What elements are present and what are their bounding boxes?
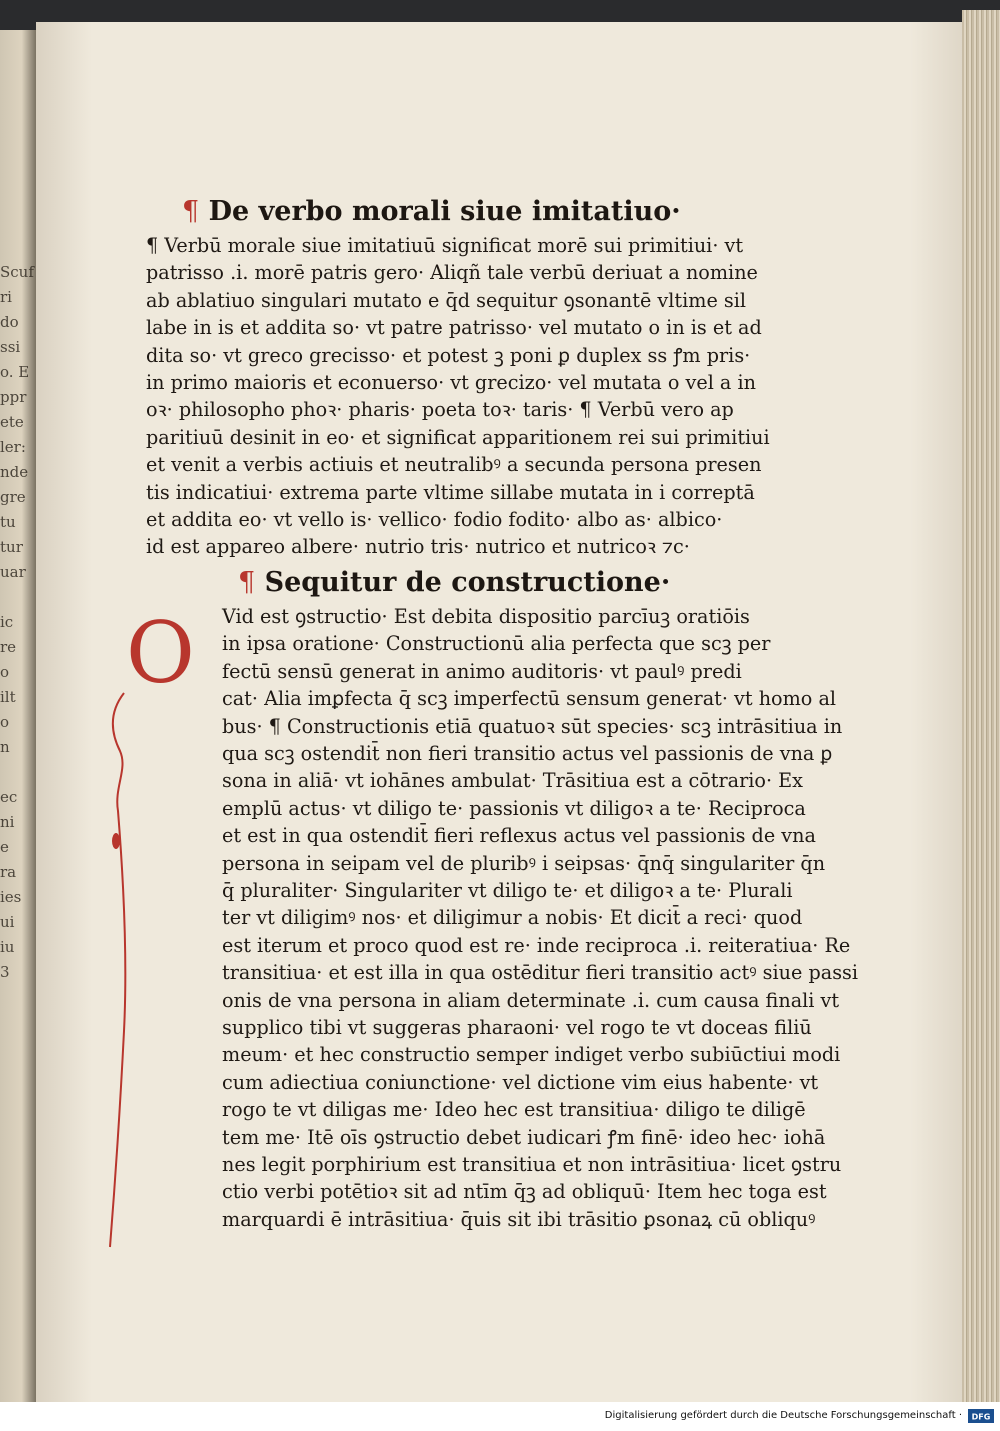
left-page-fragment: tur	[0, 538, 23, 556]
red-initial-letter: O	[126, 603, 195, 702]
left-page-fragment: ssi	[0, 338, 21, 356]
funding-credit: Digitalisierung gefördert durch die Deutsche Forschungsgemeinschaft ·	[604, 1410, 962, 1421]
heading-constructione	[146, 565, 756, 601]
text-line: et venit a verbis actiuis et neutralibꝰ a secunda persona presen	[146, 453, 762, 477]
page-fore-edge	[962, 10, 1000, 1402]
book-page	[36, 22, 966, 1402]
text-line: et addita eo· vt vello is· vellico· fodio fodito· albo as· albico·	[146, 508, 723, 532]
text-line: meum· et hec constructio semper indiget verbo subiūctiui modi	[222, 1043, 841, 1067]
text-line: paritiuū desinit in eo· et significat apparitionem rei sui primitiui	[146, 425, 770, 449]
left-page-fragment: e	[0, 838, 9, 856]
text-line: Vid est ꝯstructio· Est debita dispositio parcīuꝫ oratiōis	[222, 604, 750, 628]
text-line: sona in aliā· vt iohānes ambulat· Trāsitiua est a cōtrario· Ex	[222, 769, 803, 793]
text-line: in ipsa oratione· Constructionū alia perfecta que scꝫ per	[222, 632, 771, 656]
left-page-fragment: ra	[0, 863, 17, 881]
text-line: oꝛ· philosopho phoꝛ· pharis· poeta toꝛ· taris· ¶ Verbū vero ap	[146, 398, 734, 422]
text-line: marquardi ē intrāsitiua· q̄uis sit ibi trāsitio ꝑsonaꝝ cū obliquꝰ	[222, 1207, 816, 1231]
paragraph-mark: ¶	[182, 196, 200, 227]
text-line: labe in is et addita so· vt patre patrisso· vel mutato o in is et ad	[146, 316, 762, 340]
left-page-fragment: ler:	[0, 438, 26, 456]
text-line: dita so· vt greco grecisso· et potest ꝫ poni ꝑ duplex ss ꝭm pris·	[146, 343, 751, 367]
heading-verbo-morali	[146, 194, 756, 230]
left-page-fragment: o	[0, 663, 10, 681]
left-page-fragment	[0, 585, 30, 610]
text-line: emplū actus· vt diligo te· passionis vt diligoꝛ a te· Reciproca	[222, 796, 806, 820]
left-page-fragment: uar	[0, 563, 26, 581]
left-page-fragment: ete	[0, 413, 24, 431]
left-page-fragment: ppr	[0, 388, 27, 406]
text-line: q̄ pluraliter· Singulariter vt diligo te· et diligoꝛ a te· Plurali	[222, 878, 793, 902]
text-line: cat· Alia imꝑfecta q̄ scꝫ imperfectū sensum generat· vt homo al	[222, 687, 837, 711]
left-page-fragment: iu	[0, 938, 15, 956]
text-line: persona in seipam vel de pluribꝰ i seipsas· q̄nq̄ singulariter q̄n	[222, 851, 826, 875]
text-line: cum adiectiua coniunctione· vel dictione vim eius habente· vt	[222, 1070, 819, 1094]
section-verbo-morali	[146, 232, 770, 561]
text-line: in primo maioris et econuerso· vt grecizo· vel mutata o vel a in	[146, 371, 756, 395]
left-page-edge	[0, 30, 36, 1402]
left-page-fragment: tu	[0, 513, 16, 531]
left-page-fragment: gre	[0, 488, 26, 506]
text-line: ¶ Verbū morale siue imitatiuū significat morē sui primitiui· vt	[146, 234, 744, 257]
left-page-fragment: n	[0, 738, 10, 756]
text-line: ter vt diligimꝰ nos· et diligimur a nobis· Et dicit̄ a reci· quod	[222, 906, 803, 930]
printed-text-block	[126, 194, 859, 1233]
text-line: tis indicatiui· extrema parte vltime sillabe mutata in i correptā	[146, 480, 755, 504]
text-line: bus· ¶ Constructionis etiā quatuoꝛ sūt species· scꝫ intrāsitiua in	[222, 714, 843, 738]
section-constructione	[126, 603, 859, 1233]
left-page-fragment: ri	[0, 288, 12, 306]
text-line: patrisso .i. morē patris gero· Aliqñ tale verbū deriuat a nomine	[146, 261, 758, 285]
text-line: et est in qua ostendit̄ fieri reflexus actus vel passionis de vna	[222, 824, 816, 848]
left-page-fragment: ui	[0, 913, 15, 931]
text-line: transitiua· et est illa in qua ostēditur fieri transitio actꝰ siue passi	[222, 961, 859, 985]
left-page-fragment: ies	[0, 888, 22, 906]
text-line: supplico tibi vt suggeras pharaoni· vel rogo te vt doceas filiū	[222, 1015, 812, 1039]
red-flourish-decoration	[106, 691, 136, 1251]
left-page-fragment: ni	[0, 813, 15, 831]
text-line: onis de vna persona in aliam determinate .i. cum causa finali vt	[222, 988, 840, 1012]
left-page-fragment: Scuf	[0, 263, 34, 281]
text-line: qua scꝫ ostendit̄ non fieri transitio actus vel passionis de vna ꝑ	[222, 741, 833, 765]
text-line: ctio verbi potētioꝛ sit ad ntīm q̄ꝫ ad obliquū· Item hec toga est	[222, 1180, 827, 1204]
text-line: id est appareo albere· nutrio tris· nutrico et nutricoꝛ ⁊c·	[146, 535, 690, 559]
left-page-fragment: ic	[0, 613, 14, 631]
text-line: nes legit porphirium est transitiua et non intrāsitiua· licet ꝯstru	[222, 1153, 842, 1176]
heading-text: Sequitur de constructione·	[264, 566, 671, 598]
paragraph-mark: ¶	[238, 566, 256, 598]
left-page-fragment: nde	[0, 463, 29, 481]
left-page-fragment	[0, 760, 30, 785]
left-page-fragment: ec	[0, 788, 18, 806]
text-line: est iterum et proco quod est re· inde reciproca .i. reiteratiua· Re	[222, 933, 851, 957]
left-page-fragment: o. E	[0, 363, 30, 381]
dfg-logo-icon	[968, 1409, 994, 1423]
left-page-fragment: re	[0, 638, 17, 656]
left-page-fragment: do	[0, 313, 19, 331]
left-page-fragment: o	[0, 713, 10, 731]
text-line: tem me· Itē oīs ꝯstructio debet iudicari ꝭm finē· ideo hec· iohā	[222, 1125, 826, 1149]
left-page-text-fragments	[0, 260, 34, 985]
left-page-fragment: 3	[0, 963, 10, 981]
heading-text: De verbo morali siue imitatiuo·	[208, 196, 681, 227]
footer-bar	[0, 1402, 1000, 1431]
text-line: ab ablatiuo singulari mutato e q̄d sequitur ꝯsonantē vltime sil	[146, 288, 747, 312]
left-page-fragment: ilt	[0, 688, 16, 706]
svg-text:DFG: DFG	[971, 1412, 991, 1422]
text-line: rogo te vt diligas me· Ideo hec est transitiua· diligo te diligē	[222, 1098, 806, 1122]
text-line: fectū sensū generat in animo auditoris· vt paulꝰ predi	[222, 659, 742, 683]
